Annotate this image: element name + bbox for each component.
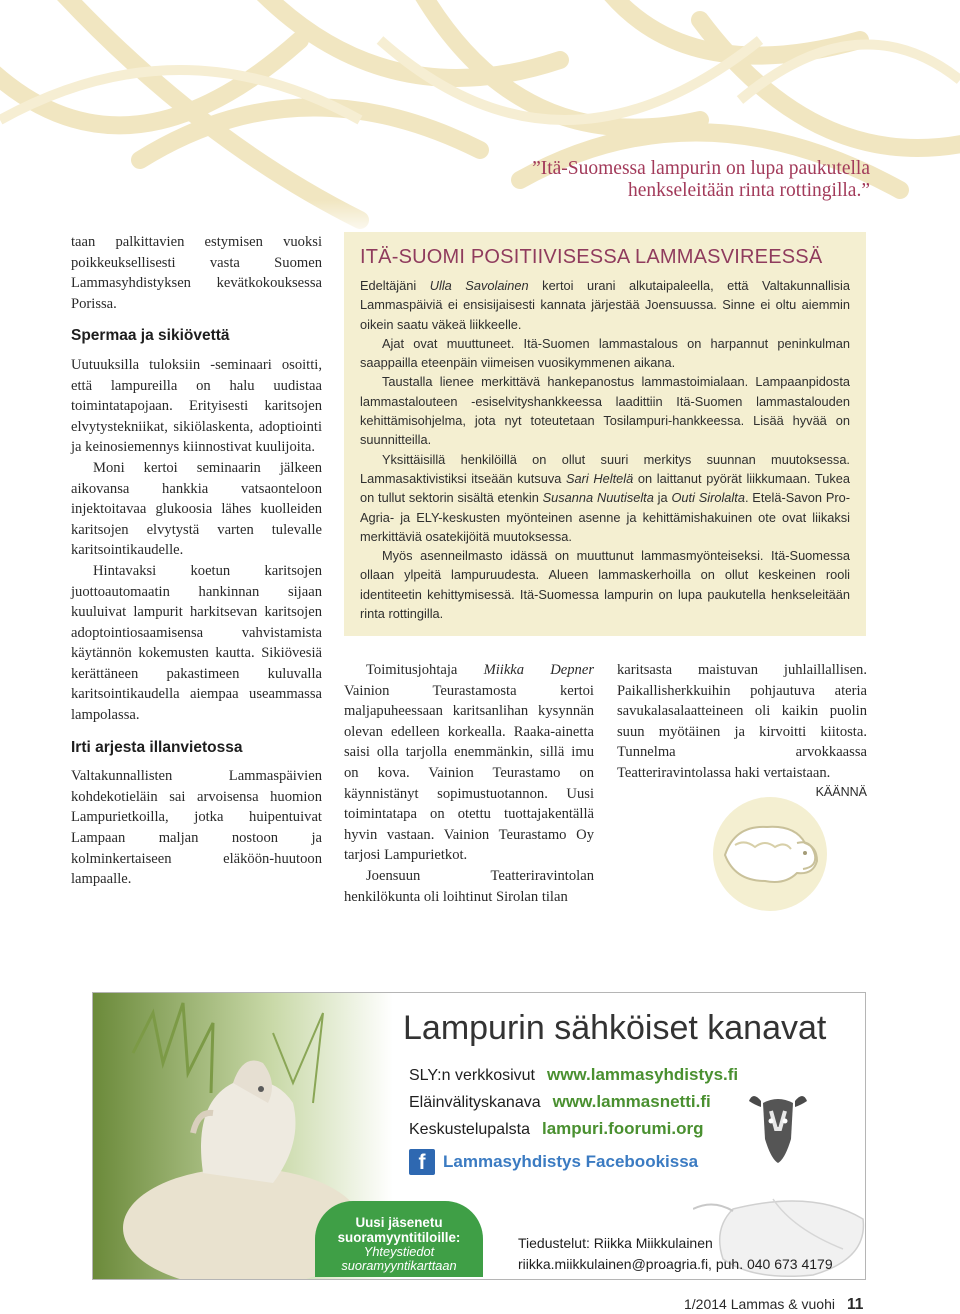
info-box-title: ITÄ-SUOMI POSITIIVISESSA LAMMASVIREESSÄ (360, 246, 823, 268)
paragraph: taan palkittavien estymisen vuoksi poikkeuksellisesti vasta Suomen Lammasyhdistyksen kevätkokouksessa Porissa. (71, 234, 322, 312)
contact-person: Tiedustelut: Riikka Miikkulainen (518, 1235, 713, 1251)
paragraph: Ajat ovat muuttuneet. Itä-Suomen lammastalous on harpannut peninkulman saappailla eteenpäin viimeisen vuosikymmenen aikana. (360, 335, 850, 371)
facebook-link[interactable]: Lammasyhdistys Facebookissa (443, 1152, 699, 1171)
paragraph: karitsasta maistuvan juhlaillallisen. Paikallisherkkuihin pohjautuva ateria savukalasalaatteineen oli kaikin puolin suun myötäinen ja kirvoitti kiitosta. Tunnelma arvokkaassa Teatteriravintolassa haki vertaistaan. (617, 662, 867, 781)
facebook-row[interactable] (409, 1149, 698, 1175)
sheep-logo-icon (705, 795, 835, 913)
facebook-icon: f (409, 1149, 435, 1175)
advertisement-box (92, 992, 866, 1280)
paragraph: Toimitusjohtaja Miikka Depner Vainion Teurastamosta kertoi maljapuheessaan karitsanlihan kysynnän olevan edelleen korkealla. Raaka-ainetta saisi olla tarjolla enemmänkin, sillä imu on kova. Vainion Teurastamo on käynnistänyt sopimustuotannon. Uusi toimintatapa on otettu tuottajakentällä hyvin vastaan. Vainion Teurastamo Oy tarjosi Lampurietkot. (344, 662, 595, 864)
right-column (617, 660, 867, 784)
continue-label: KÄÄNNÄ (815, 785, 867, 799)
left-column (71, 232, 322, 890)
paragraph: Hintavaksi koetun karitsojen juottoautomaatin hankinnan sijaan kuuluivat lampurit harkitsevan karitsojen adoptointiosaamisensa vahvistamista käytännön kokemusten kautta. Sikiövesiä kerättäneen pakastimeen kuluvalla karitsointikaudella aiempaa useammassa lampolassa. (71, 562, 322, 724)
website-link[interactable]: www.lammasyhdistys.fi (546, 1065, 739, 1084)
website-row: SLY:n verkkosivut www.lammasyhdistys.fi (409, 1065, 739, 1084)
paragraph: Joensuun Teatteriravintolan henkilökunta oli loihtinut Sirolan tilan (344, 867, 594, 905)
section-heading: Spermaa ja sikiövettä (71, 327, 230, 345)
paragraph: Taustalla lienee merkittävä hankepanostus lammastoimialaan. Lampaanpidosta lammastalouteen -esiselvityshankkeessa laadittiin Itä-Suomen lammastalouden kehittämisohjelma, jota nyt toteutetaan Tosilampuri-hankkeessa. Lisää hyvää on suunnitteilla. (360, 374, 850, 448)
paragraph: Edeltäjäni Ulla Savolainen kertoi urani alkutaipaleella, että Valtakunnallisia Lammaspäiviä ei ensisijaisesti kannata järjestää Joensuussa. Sinne ei oltu aiemmin oikein saatu väkeä liikkeelle. (360, 278, 850, 332)
paragraph: Uutuuksilla tuloksiin -seminaari osoitti, että lampureilla on halu uudistaa toimintatapojaan. Erityisesti karitsojen elvytystekniikat, sikiölaskenta, adoptiointi ja keinosiemennys kiinnostivat kuulijoita. (71, 356, 322, 456)
new-member-benefit-badge[interactable]: Uusi jäsenetu suoramyyntitiloille: Yhteystiedot suoramyyntikarttaan (315, 1201, 483, 1277)
issue-label: 1/2014 Lammas & vuohi (684, 1296, 835, 1312)
paragraph: Moni kertoi seminaarin jälkeen aikovansa hankkia vatsaonteloon injektoitavaa glukoosia lähes kuolleiden karitsojen elvytystä varten tulevalle karitsointikaudelle. (71, 459, 322, 559)
forum-row: Keskustelupalsta lampuri.foorumi.org (409, 1119, 704, 1138)
info-box (344, 232, 866, 636)
info-box-body (360, 276, 850, 623)
pull-quote: ”Itä-Suomessa lampurin on lupa paukutella henkseleitään rinta rottingilla.” (532, 158, 870, 201)
ad-title: Lampurin sähköiset kanavat (403, 1009, 827, 1047)
contact-details: riikka.miikkulainen@proagria.fi, puh. 040 673 4179 (518, 1256, 833, 1272)
middle-column (344, 660, 594, 907)
paragraph: Valtakunnallisten Lammaspäivien kohdekotieläin sai arvoisensa huomion Lampurietkoilla, jotka huipentuivat Lampaan maljan nostoon ja kolminkertaiseen eläköön-huutoon lampaalle. (71, 768, 322, 888)
page-number: 11 (846, 1296, 864, 1313)
animal-exchange-row: Eläinvälityskanava www.lammasnetti.fi (409, 1092, 711, 1111)
goat-sheep-icon (743, 1089, 813, 1169)
paragraph: Myös asenneilmasto idässä on muuttunut lammasmyönteiseksi. Itä-Suomessa ollaan ylpeitä lampuruudesta. Alueen lammaskerhoilla on ollut keskeinen rooli identiteetin kehittymisessä. Itä-Suomessa lampurin on lupa paukutella henkseleitään rinta rottingilla. (360, 548, 850, 622)
header-decorative-pattern (0, 0, 960, 240)
page-footer (684, 1296, 863, 1314)
section-heading: Irti arjesta illanvietossa (71, 738, 243, 756)
forum-link[interactable]: lampuri.foorumi.org (541, 1119, 704, 1138)
contact-info (518, 1233, 833, 1275)
paragraph: Yksittäisillä henkilöillä on ollut suuri merkitys suunnan muutoksessa. Lammasaktivistiksi itseään kutsuva Sari Heltelä on laittanut pyörät liikkumaan. Tukea on tullut sektorin sisältä etenkin Susanna Nuutiselta ja Outi Sirolalta. Etelä-Savon Pro-Agria- ja ELY-keskusten myönteinen asenne ja kehittämishakuinen ote ovat liikaksi merkittäviä osatekijöitä muutoksessa. (360, 451, 851, 544)
animal-exchange-link[interactable]: www.lammasnetti.fi (552, 1092, 711, 1111)
